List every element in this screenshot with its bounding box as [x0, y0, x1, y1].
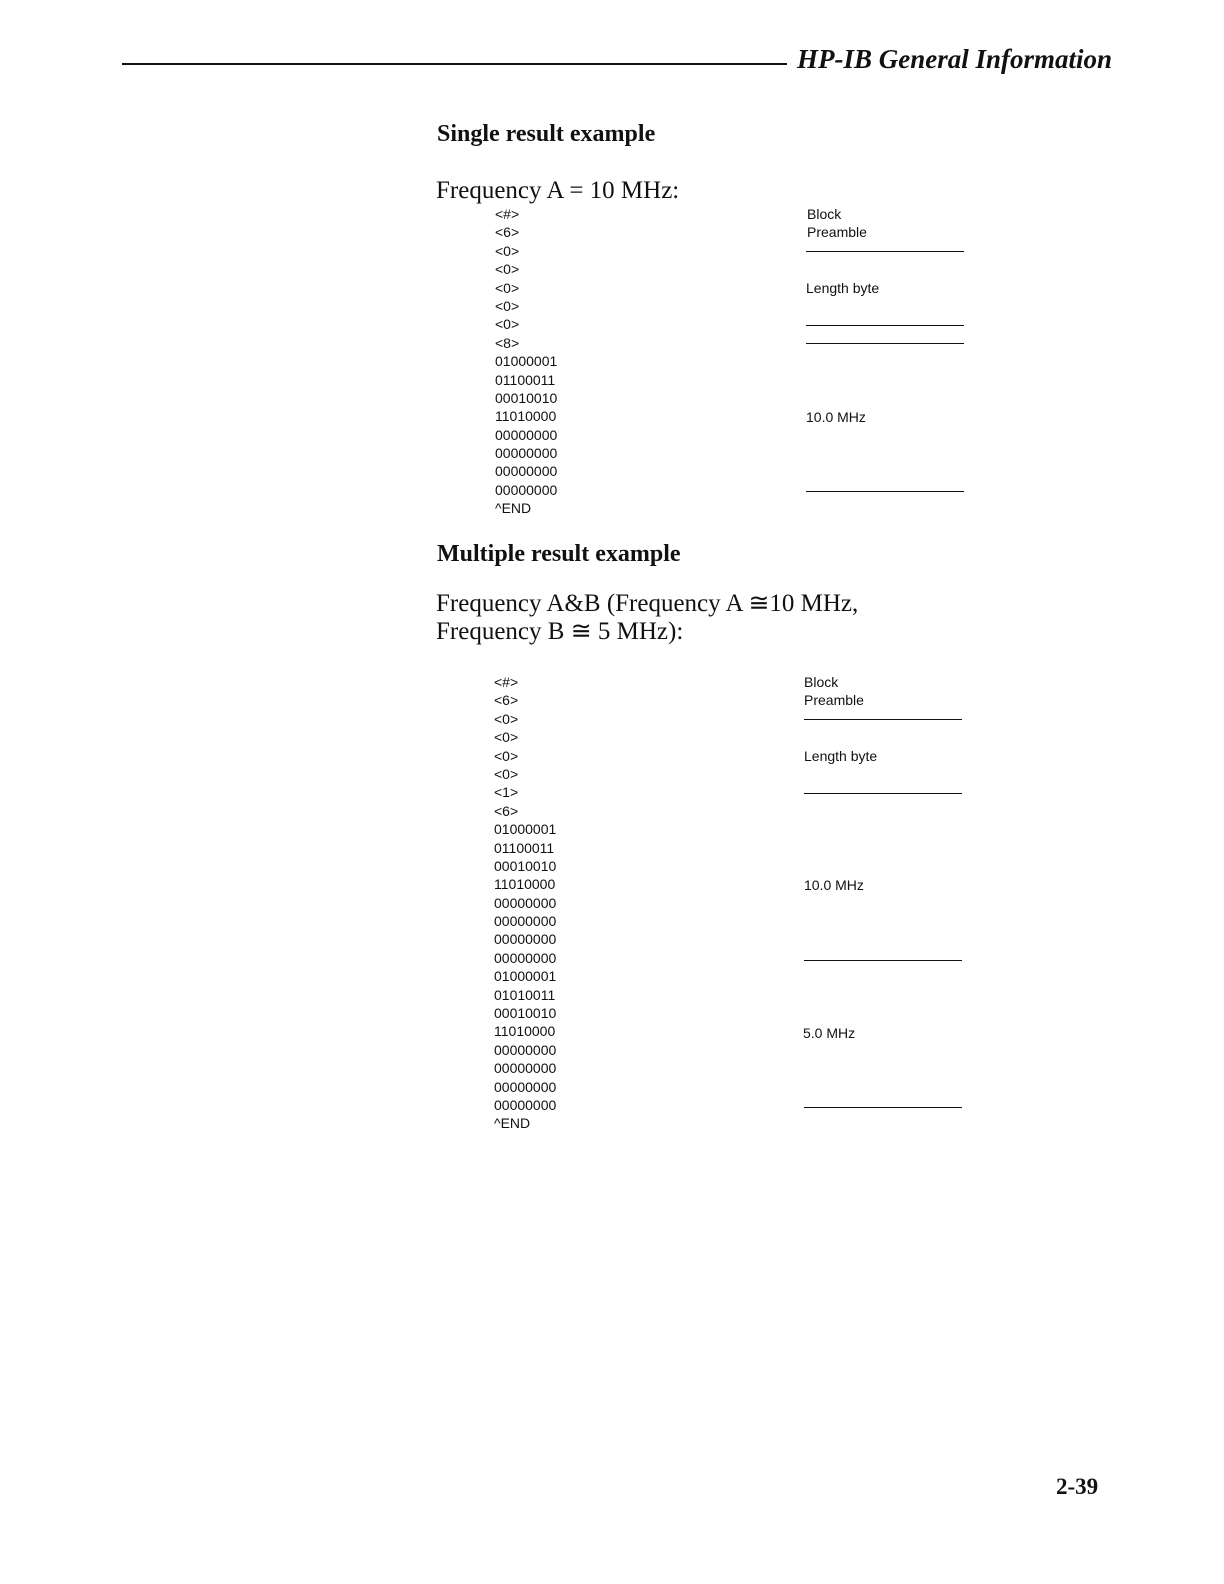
single-length-divider-top — [806, 325, 964, 326]
byte-row: 01100011 — [494, 839, 555, 856]
multiple-preamble-divider — [804, 719, 962, 720]
byte-row: <0> — [495, 261, 520, 278]
multiple-byte-list — [494, 673, 556, 1133]
byte-row: ^END — [494, 1115, 531, 1132]
single-value-label: 10.0 MHz — [806, 409, 866, 425]
byte-row: 11010000 — [494, 1023, 556, 1040]
byte-row: 00000000 — [494, 1060, 557, 1077]
byte-row: <0> — [494, 765, 519, 782]
single-preamble-label: Preamble — [807, 224, 867, 240]
multiple-length-byte-label: Length byte — [804, 748, 878, 764]
byte-row: <0> — [495, 242, 520, 259]
single-result-heading: Single result example — [437, 121, 656, 147]
byte-row: 00000000 — [494, 1078, 557, 1095]
byte-row: <#> — [495, 206, 520, 222]
byte-row: 00010010 — [494, 1005, 557, 1022]
multiple-result-caption-line2: Frequency B ≅ 5 MHz): — [436, 618, 684, 645]
byte-row: <6> — [494, 692, 519, 709]
byte-row: 00000000 — [495, 445, 558, 462]
byte-row: <0> — [494, 710, 519, 727]
byte-row: 00000000 — [494, 949, 557, 966]
byte-row: 01010011 — [494, 986, 556, 1003]
multiple-value-b-label: 5.0 MHz — [803, 1025, 856, 1041]
byte-row: 01000001 — [494, 968, 557, 985]
multiple-preamble-label: Preamble — [804, 692, 864, 708]
byte-row: 00000000 — [494, 894, 557, 911]
byte-row: 00010010 — [494, 857, 557, 874]
single-length-byte-label: Length byte — [806, 280, 880, 296]
byte-row: <6> — [495, 224, 520, 241]
byte-row: 11010000 — [495, 408, 557, 425]
byte-row: 01100011 — [495, 371, 556, 388]
byte-row: 00000000 — [494, 1041, 557, 1058]
multiple-block-label: Block — [804, 674, 839, 690]
running-header-title: HP-IB General Information — [797, 44, 1113, 74]
byte-row: 01000001 — [495, 353, 558, 370]
byte-row: <0> — [494, 747, 519, 764]
single-value-divider — [806, 491, 964, 492]
single-length-divider-bottom — [806, 343, 964, 344]
byte-row: ^END — [495, 500, 532, 517]
byte-row: 11010000 — [494, 876, 556, 893]
byte-row: <1> — [494, 784, 519, 801]
multiple-result-heading: Multiple result example — [437, 541, 681, 567]
byte-row: <8> — [495, 334, 520, 351]
byte-row: 00000000 — [495, 426, 558, 443]
single-result-caption: Frequency A = 10 MHz: — [436, 177, 680, 204]
byte-row: <0> — [495, 316, 520, 333]
byte-row: 00000000 — [495, 481, 558, 498]
single-block-label: Block — [807, 206, 842, 222]
byte-row: <#> — [494, 674, 519, 690]
byte-row: <0> — [495, 279, 520, 296]
byte-row: 00010010 — [495, 389, 558, 406]
byte-row: 00000000 — [495, 463, 558, 480]
byte-row: 00000000 — [494, 1096, 557, 1113]
byte-row: <0> — [495, 297, 520, 314]
byte-row: 00000000 — [494, 931, 557, 948]
byte-row: 00000000 — [494, 913, 557, 930]
byte-row: 01000001 — [494, 821, 557, 838]
multiple-value-a-divider — [804, 960, 962, 961]
multiple-value-a-label: 10.0 MHz — [804, 877, 864, 893]
multiple-result-caption-line1: Frequency A&B (Frequency A ≅10 MHz, — [436, 590, 859, 617]
page-number: 2-39 — [1056, 1474, 1099, 1499]
multiple-length-divider — [804, 793, 962, 794]
byte-row: <6> — [494, 802, 519, 819]
single-byte-list — [495, 205, 557, 518]
single-preamble-divider — [806, 251, 964, 252]
header-rule — [122, 63, 787, 65]
byte-row: <0> — [494, 729, 519, 746]
multiple-value-b-divider — [804, 1107, 962, 1108]
